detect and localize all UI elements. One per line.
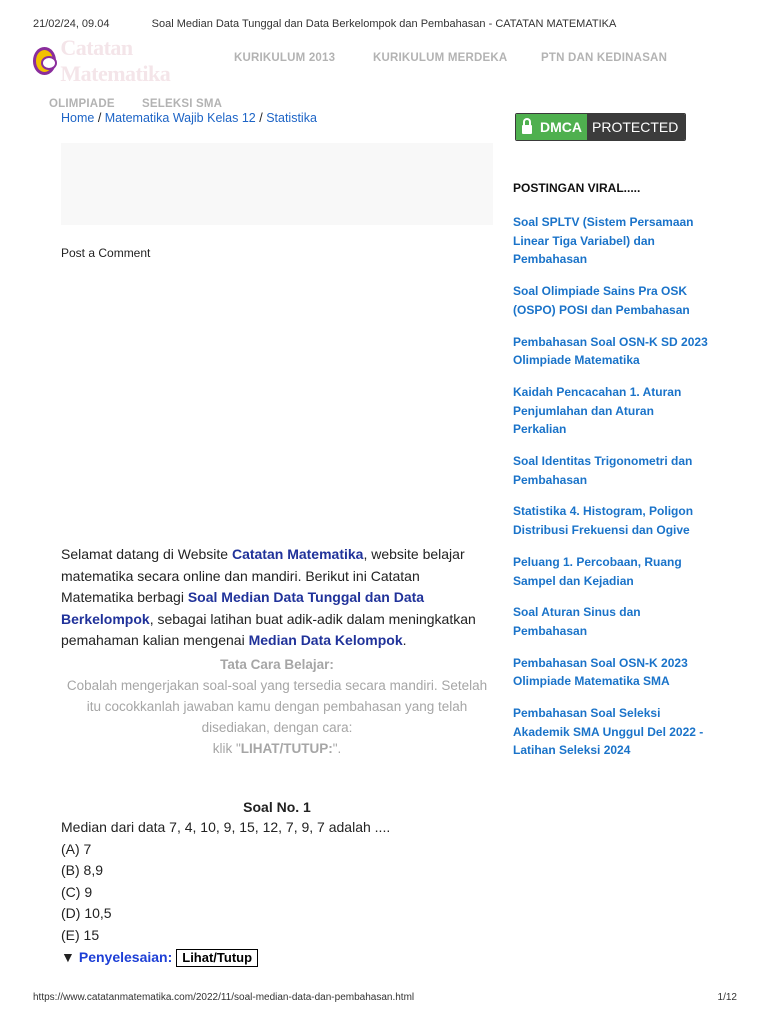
howto-title: Tata Cara Belajar: — [220, 657, 334, 672]
solution-row — [61, 947, 493, 968]
howto-body: Cobalah mengerjakan soal-soal yang tersedia secara mandiri. Setelah itu cocokkanlah jawaban kamu dengan pembahasan yang telah disediakan, dengan cara: — [66, 678, 488, 735]
breadcrumb — [61, 111, 317, 125]
nav-ptn-dan-kedinasan[interactable]: PTN DAN KEDINASAN — [541, 52, 668, 64]
nav-olimpiade[interactable]: OLIMPIADE — [49, 98, 115, 110]
viral-post-item[interactable]: Soal Identitas Trigonometri dan Pembahasan — [513, 454, 693, 487]
intro-text: Selamat datang di Website — [61, 546, 232, 562]
show-hide-solution-button[interactable]: Lihat/Tutup — [176, 949, 258, 967]
question-title: Soal No. 1 — [243, 799, 311, 815]
ad-placeholder — [61, 143, 493, 225]
howto-click-suffix: ". — [332, 741, 342, 756]
site-logo[interactable] — [33, 35, 208, 86]
viral-post-item[interactable]: Statistika 4. Histogram, Poligon Distribusi Frekuensi dan Ogive — [513, 504, 694, 538]
dmca-protected-word: PROTECTED — [587, 114, 685, 140]
viral-post-item[interactable]: Pembahasan Soal OSN-K 2023 Olimpiade Matematika SMA — [513, 655, 688, 689]
solution-label[interactable]: Penyelesaian: — [78, 949, 173, 965]
breadcrumb-home[interactable]: Home — [61, 111, 95, 125]
viral-post-item[interactable]: Soal Olimpiade Sains Pra OSK (OSPO) POSI dan Pembahasan — [513, 284, 690, 317]
nav-seleksi-sma[interactable]: SELEKSI SMA — [142, 98, 223, 110]
option-d: (D) 10,5 — [61, 905, 112, 921]
print-url: https://www.catatanmatematika.com/2022/11/soal-median-data-dan-pembahasan.html — [33, 992, 415, 1003]
option-e: (E) 15 — [61, 926, 100, 943]
breadcrumb-separator: / — [94, 111, 105, 125]
viral-post-item[interactable]: Peluang 1. Percobaan, Ruang Sampel dan Kejadian — [513, 554, 682, 588]
breadcrumb-category[interactable]: Matematika Wajib Kelas 12 — [104, 111, 256, 125]
dmca-word: DMCA — [538, 114, 587, 140]
viral-post-item[interactable]: Kaidah Pencacahan 1. Aturan Penjumlahan dan Aturan Perkalian — [513, 384, 682, 437]
intro-paragraph — [61, 544, 493, 652]
triangle-down-icon[interactable]: ▼ — [61, 949, 75, 965]
breadcrumb-separator: / — [255, 111, 267, 125]
viral-post-item[interactable]: Soal Aturan Sinus dan Pembahasan — [513, 605, 641, 638]
intro-text: , website belajar matematika secara online dan mandiri. Berikut ini Catatan Matematika berbagi — [61, 546, 465, 605]
print-date: 21/02/24, 09.04 — [33, 18, 110, 30]
breadcrumb-subcategory[interactable]: Statistika — [266, 111, 317, 125]
print-doc-title: Soal Median Data Tunggal dan Data Berkelompok dan Pembahasan - CATATAN MATEMATIKA — [151, 18, 617, 30]
nav-kurikulum-2013[interactable]: KURIKULUM 2013 — [234, 52, 336, 64]
viral-post-item[interactable]: Soal SPLTV (Sistem Persamaan Linear Tiga Variabel) dan Pembahasan — [513, 215, 694, 267]
howto-click-keyword: LIHAT/TUTUP: — [240, 741, 333, 756]
option-c: (C) 9 — [61, 883, 93, 900]
viral-post-list — [513, 213, 708, 773]
logo-text: Catatan Matematika — [60, 35, 171, 86]
question-1 — [61, 797, 493, 968]
intro-link-median[interactable]: Median Data Kelompok — [248, 632, 403, 648]
logo-icon — [33, 47, 56, 75]
viral-post-item[interactable]: Pembahasan Soal OSN-K SD 2023 Olimpiade Matematika — [513, 334, 708, 368]
print-page-number: 1/12 — [717, 992, 737, 1003]
lock-icon — [516, 114, 538, 140]
print-header — [0, 0, 768, 30]
intro-link-site[interactable]: Catatan Matematika — [231, 546, 364, 562]
howto-box — [61, 654, 493, 759]
dmca-badge[interactable] — [515, 113, 686, 141]
howto-click-prefix: klik " — [212, 741, 241, 756]
howto-click-line — [61, 738, 493, 759]
question-text: Median dari data 7, 4, 10, 9, 15, 12, 7, 9, 7 adalah .... — [61, 819, 391, 835]
option-a: (A) 7 — [61, 840, 92, 857]
intro-link-topic[interactable]: Soal Median Data Tunggal dan Data Berkelompok — [61, 589, 425, 627]
sidebar-heading: POSTINGAN VIRAL..... — [513, 181, 641, 195]
intro-text: , sebagai latihan buat adik-adik dalam meningkatkan pemahaman kalian mengenai — [61, 610, 476, 648]
viral-post-item[interactable]: Pembahasan Soal Seleksi Akademik SMA Unggul Del 2022 - Latihan Seleksi 2024 — [513, 706, 704, 758]
intro-text: . — [402, 632, 407, 648]
option-b: (B) 8,9 — [61, 862, 104, 878]
post-comment-link[interactable]: Post a Comment — [61, 246, 151, 260]
nav-kurikulum-merdeka[interactable]: KURIKULUM MERDEKA — [373, 52, 508, 64]
